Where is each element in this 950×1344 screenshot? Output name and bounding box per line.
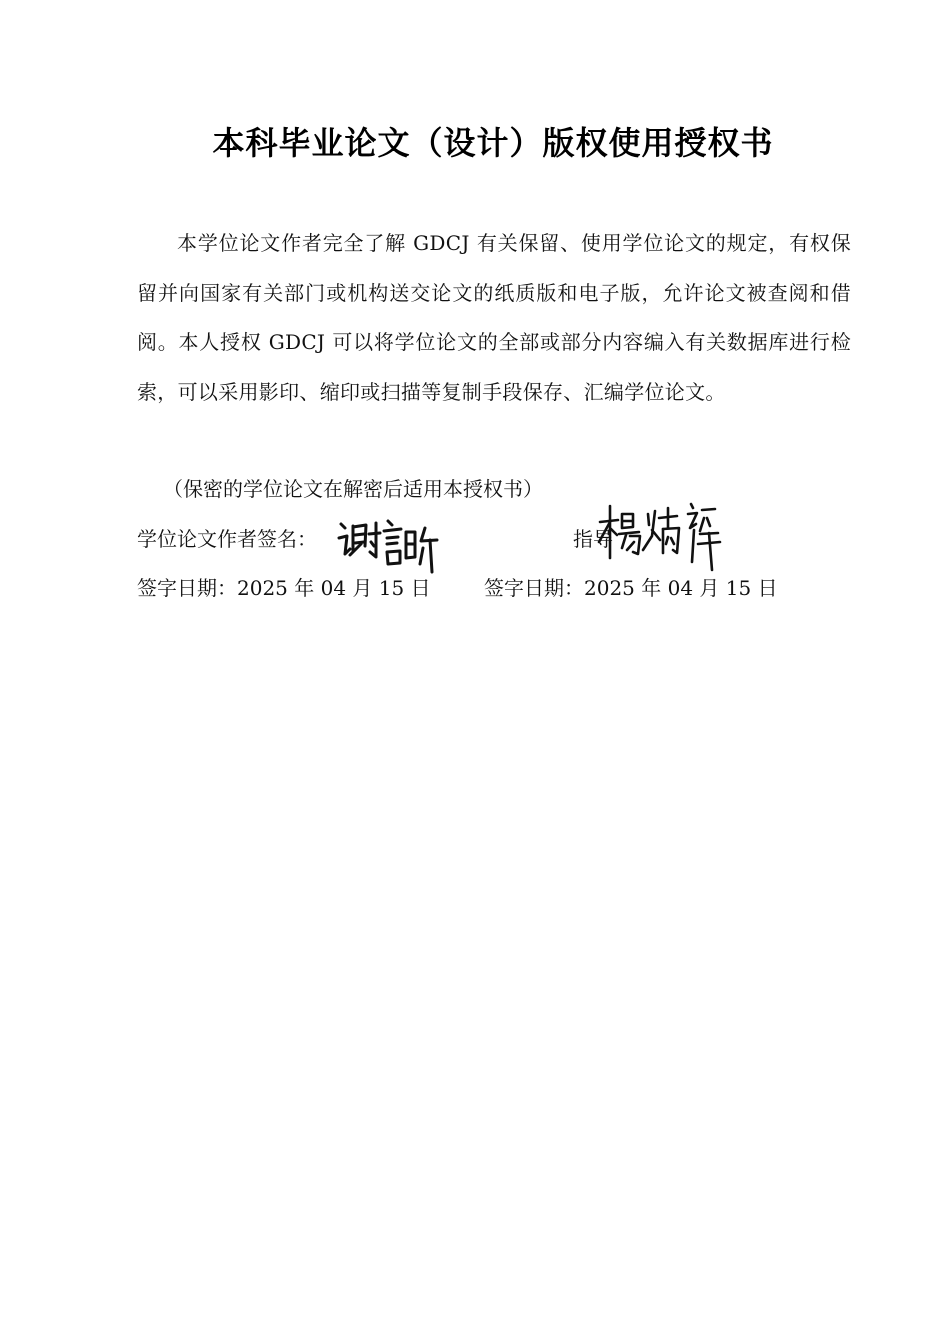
authorization-paragraph: 本学位论文作者完全了解 GDCJ 有关保留、使用学位论文的规定，有权保留并向国家有关部门或机构送交论文的纸质版和电子版，允许论文被查阅和借阅。本人授权 GDCJ 可以将学位论文的全部或部分内容编入有关数据库进行检索，可以采用影印、缩印或扫描等复制手段保存、汇编学位论文。 [137, 231, 851, 404]
advisor-signature-label: 指导 [573, 527, 613, 551]
author-signature-label: 学位论文作者签名： [137, 527, 317, 551]
advisor-handwritten-signature [596, 500, 724, 572]
author-sign-date: 签字日期：2025 年 04 月 15 日 [137, 576, 431, 600]
author-handwritten-signature [333, 512, 443, 574]
document-title: 本科毕业论文（设计）版权使用授权书 [212, 124, 774, 162]
advisor-sign-date: 签字日期：2025 年 04 月 15 日 [484, 576, 778, 600]
confidential-note: （保密的学位论文在解密后适用本授权书） [163, 477, 543, 501]
